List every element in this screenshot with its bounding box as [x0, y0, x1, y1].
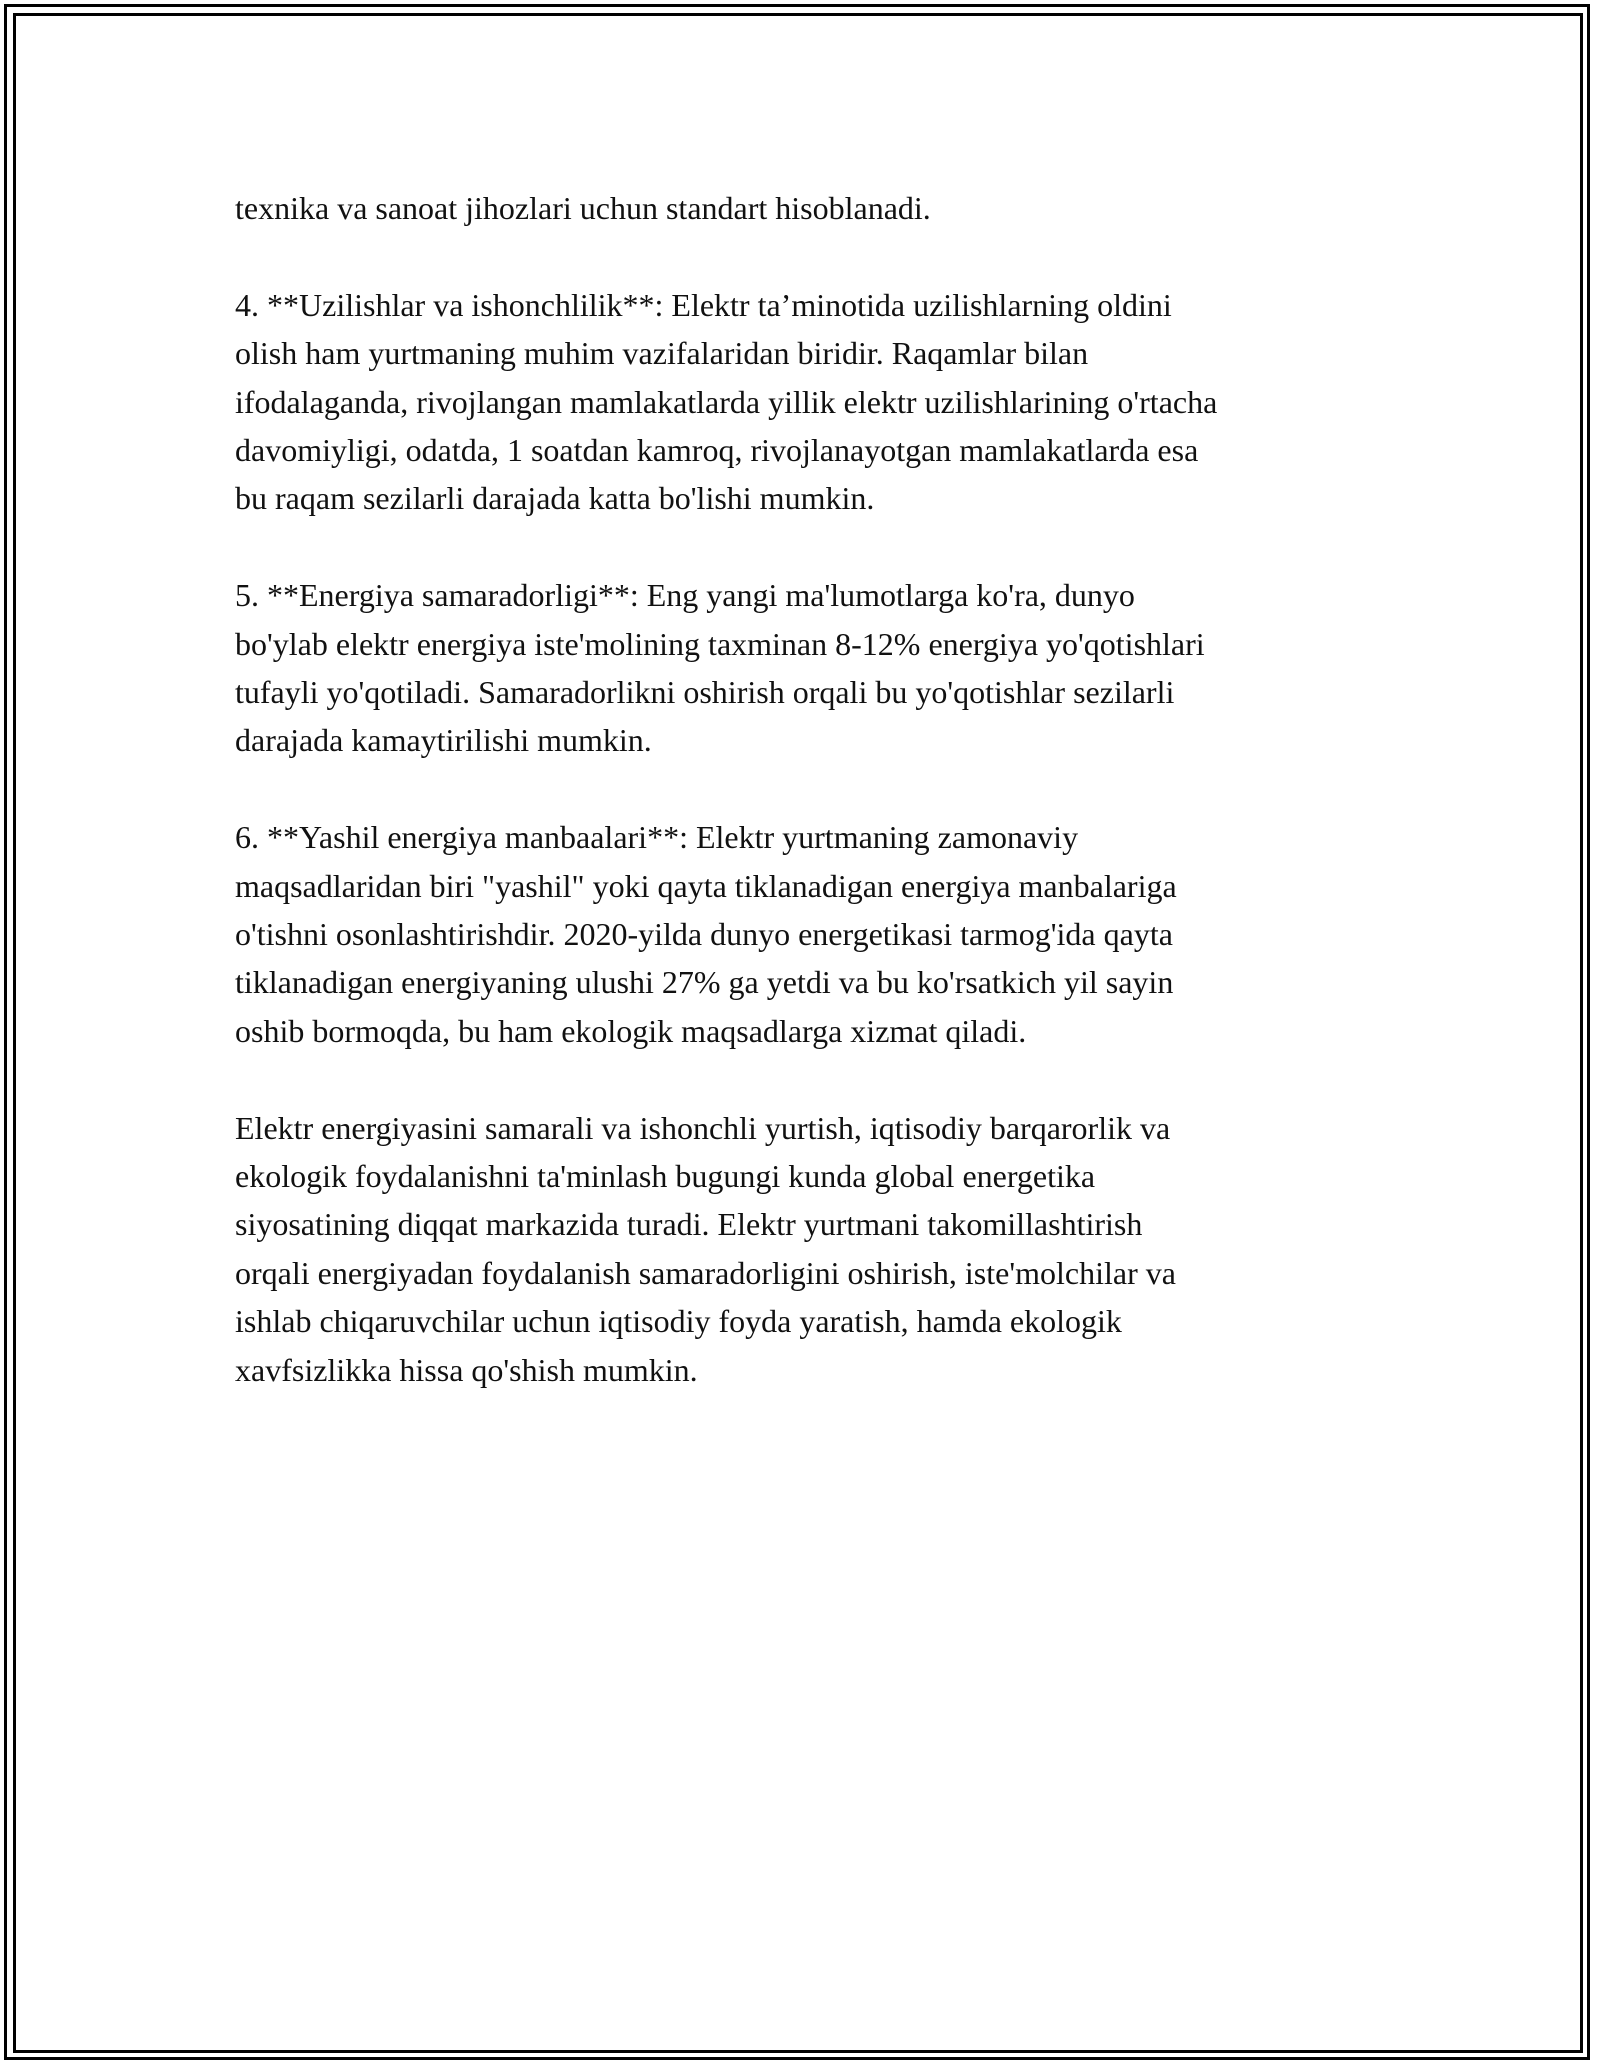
paragraph-gap: [235, 765, 1385, 813]
text-line: bo'ylab elektr energiya iste'molining taxminan 8-12% energiya yo'qotishlari: [235, 625, 1205, 662]
text-line: tiklanadigan energiyaning ulushi 27% ga yetdi va bu ko'rsatkich yil sayin: [235, 964, 1174, 1001]
paragraph-continuation: [235, 184, 1385, 232]
text-line: orqali energiyadan foydalanish samaradorligini oshirish, iste'molchilar va: [235, 1254, 1176, 1291]
text-line: 5. **Energiya samaradorligi**: Eng yangi ma'lumotlarga ko'ra, dunyo: [235, 577, 1135, 614]
text-line: olish ham yurtmaning muhim vazifalaridan biridir. Raqamlar bilan: [235, 335, 1089, 372]
text-line: ifodalaganda, rivojlangan mamlakatlarda yillik elektr uzilishlarining o'rtacha: [235, 383, 1218, 420]
text-line: ishlab chiqaruvchilar uchun iqtisodiy foyda yaratish, hamda ekologik: [235, 1303, 1122, 1340]
paragraph-conclusion: [235, 1104, 1385, 1394]
paragraph-gap: [235, 1055, 1385, 1103]
text-line: tufayli yo'qotiladi. Samaradorlikni oshirish orqali bu yo'qotishlar sezilarli: [235, 674, 1175, 711]
document-body: [235, 184, 1385, 1394]
paragraph-item-6: [235, 813, 1385, 1055]
text-line: texnika va sanoat jihozlari uchun standart hisoblanadi.: [235, 190, 931, 226]
text-line: bu raqam sezilarli darajada katta bo'lishi mumkin.: [235, 480, 875, 517]
paragraph-gap: [235, 523, 1385, 571]
text-line: maqsadlaridan biri "yashil" yoki qayta tiklanadigan energiya manbalariga: [235, 867, 1177, 904]
text-line: o'tishni osonlashtirishdir. 2020-yilda dunyo energetikasi tarmog'ida qayta: [235, 916, 1173, 953]
text-line: siyosatining diqqat markazida turadi. Elektr yurtmani takomillashtirish: [235, 1206, 1143, 1243]
text-line: darajada kamaytirilishi mumkin.: [235, 722, 652, 759]
paragraph-item-5: [235, 571, 1385, 765]
text-line: ekologik foydalanishni ta'minlash bugungi kunda global energetika: [235, 1158, 1096, 1195]
text-line: 6. **Yashil energiya manbaalari**: Elektr yurtmaning zamonaviy: [235, 819, 1079, 856]
text-line: xavfsizlikka hissa qo'shish mumkin.: [235, 1351, 698, 1388]
text-line: davomiyligi, odatda, 1 soatdan kamroq, rivojlanayotgan mamlakatlarda esa: [235, 432, 1199, 469]
text-line: Elektr energiyasini samarali va ishonchli yurtish, iqtisodiy barqarorlik va: [235, 1109, 1171, 1146]
text-line: oshib bormoqda, bu ham ekologik maqsadlarga xizmat qiladi.: [235, 1012, 1027, 1049]
paragraph-item-4: [235, 281, 1385, 523]
paragraph-gap: [235, 232, 1385, 280]
text-line: 4. **Uzilishlar va ishonchlilik**: Elektr ta’minotida uzilishlarning oldini: [235, 286, 1172, 323]
